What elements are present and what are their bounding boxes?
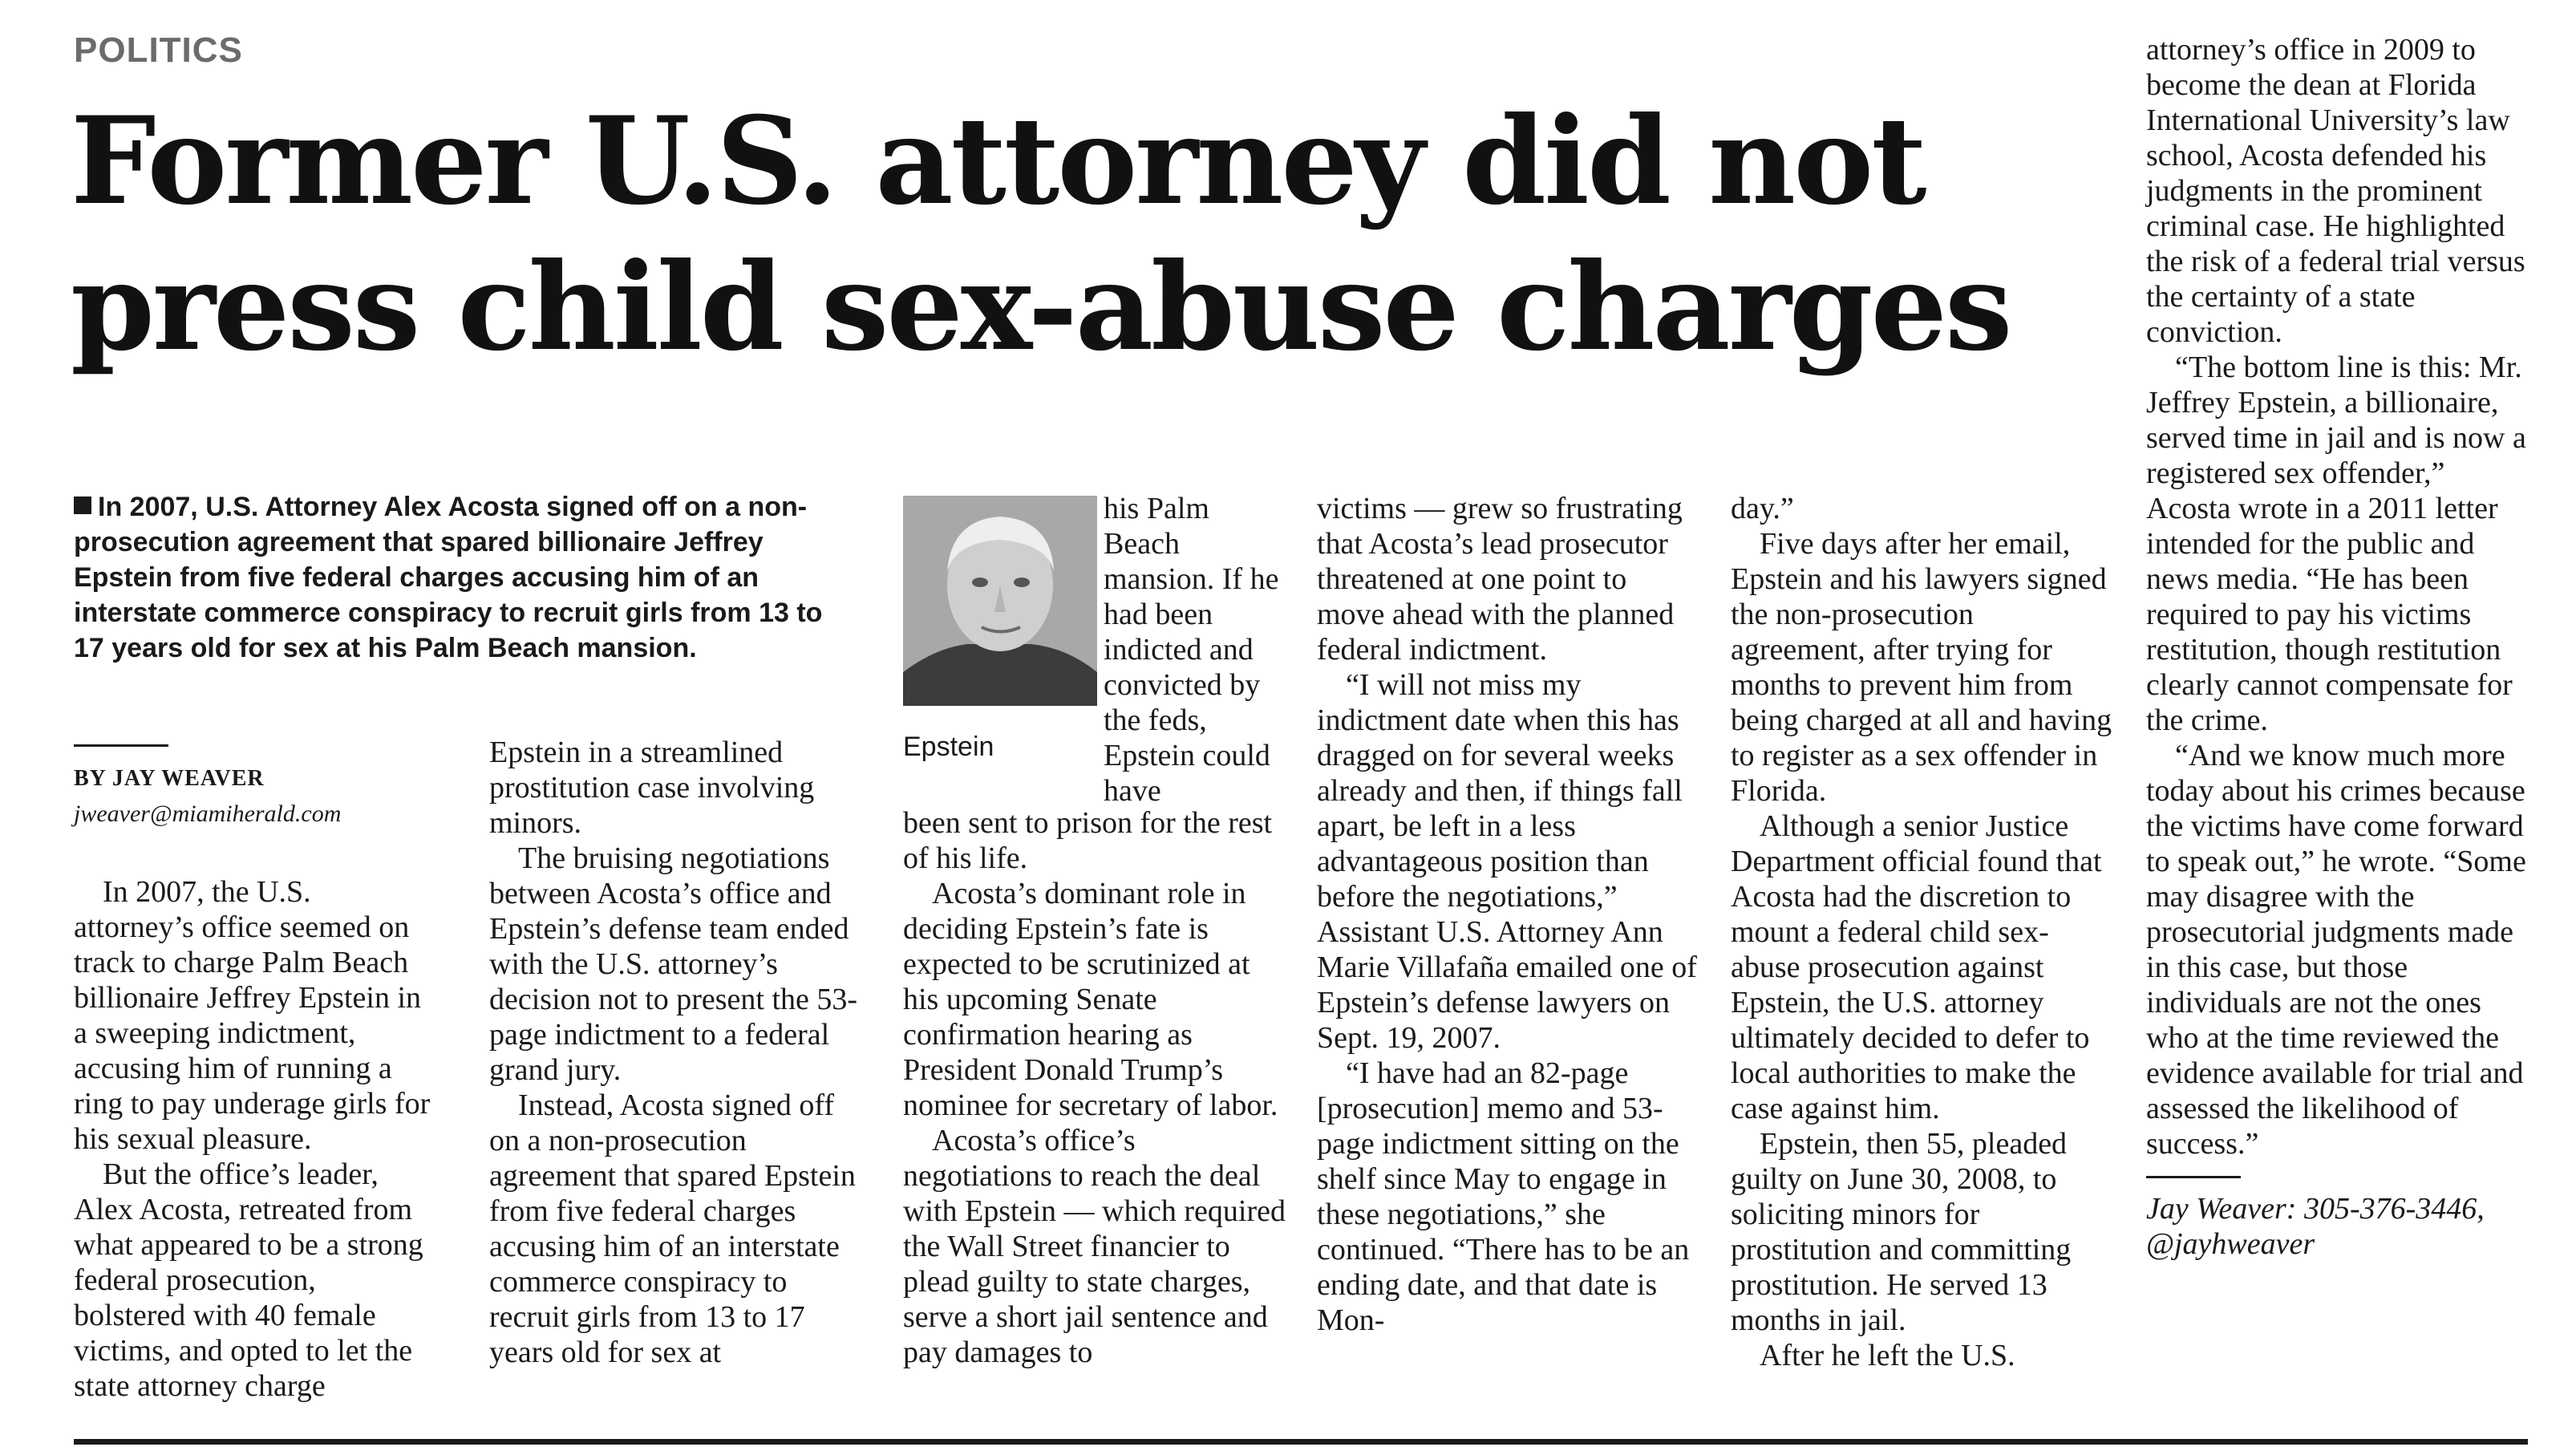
summary-deck xyxy=(74,489,860,666)
byline-name: BY JAY WEAVER xyxy=(74,766,265,791)
article-column-1 xyxy=(74,874,435,1404)
paragraph: Although a senior Justice Department official found that Acosta had the discretion to mount a federal child sex-abuse prosecution against Epstein, the U.S. attorney ultimately decided to defer to local authorities to make the case against him. xyxy=(1731,809,2102,1125)
article-column-6 xyxy=(2146,32,2529,1262)
summary-text: In 2007, U.S. Attorney Alex Acosta signed off on a non-prosecution agreement that spared billionaire Jeffrey Epstein from five federal charges accusing him of an interstate commerce conspiracy to recruit girls from 13 to 17 years old for sex at his Palm Beach mansion. xyxy=(74,492,823,663)
paragraph: The bruising negotiations between Acosta’s office and Epstein’s defense team ended with the U.S. attorney’s decision not to present the 53-page indictment to a federal grand jury. xyxy=(489,841,858,1087)
article-column-4 xyxy=(1317,491,1702,1338)
paragraph: been sent to prison for the rest of his life. xyxy=(903,806,1273,875)
article-column-3-top xyxy=(1104,491,1288,809)
paragraph: After he left the U.S. xyxy=(1760,1339,2015,1372)
paragraph: Instead, Acosta signed off on a non-prosecution agreement that spared Epstein from five federal charges accusing him of an interstate commerce conspiracy to recruit girls from 13 to 17 years old for sex at xyxy=(489,1088,856,1369)
paragraph: day.” xyxy=(1731,492,1794,525)
signoff: Jay Weaver: 305-376-3446, @jayhweaver xyxy=(2146,1192,2485,1261)
bottom-rule xyxy=(74,1439,2528,1445)
epstein-photo xyxy=(903,496,1097,706)
photo-caption: Epstein xyxy=(903,732,994,762)
portrait-icon xyxy=(903,496,1097,706)
article-column-2 xyxy=(489,735,866,1370)
headline-line-1: Former U.S. attorney did not xyxy=(71,91,1925,232)
paragraph: “And we know much more today about his crimes because the victims have come forward to speak out,” he wrote. “Some may disagree with the prosecutorial judgments made in this case, but those individuals are not the ones who at the time reviewed the evidence available for trial and assessed the likelihood of success.” xyxy=(2146,739,2526,1161)
byline-email: jweaver@miamiherald.com xyxy=(74,801,342,827)
byline-divider xyxy=(74,744,168,747)
paragraph: his Palm Beach mansion. If he had been indicted and convicted by the feds, Epstein could have xyxy=(1104,492,1279,808)
paragraph: victims — grew so frustrating that Acosta’s lead prosecutor threatened at one point to move ahead with the planned federal indictment. xyxy=(1317,492,1683,667)
paragraph: In 2007, the U.S. attorney’s office seemed on track to charge Palm Beach billionaire Jeffrey Epstein in a sweeping indictment, accusing him of running a ring to pay underage girls for his sexual pleasure. xyxy=(74,875,431,1156)
headline xyxy=(71,88,2124,380)
article-column-5 xyxy=(1731,491,2116,1373)
paragraph: attorney’s office in 2009 to become the dean at Florida International University’s law school, Acosta defended his judgments in the prominent criminal case. He highlighted the risk of a federal trial versus the certainty of a state conviction. xyxy=(2146,33,2525,349)
bullet-square-icon xyxy=(74,497,91,514)
paragraph: “I have had an 82-page [prosecution] memo and 53-page indictment sitting on the shelf since May to engage in these negotiations,” she continued. “There has to be an ending date, and that date is Mon- xyxy=(1317,1056,1690,1337)
section-label: POLITICS xyxy=(74,30,243,70)
paragraph: Acosta’s dominant role in deciding Epstein’s fate is expected to be scrutinized at his upcoming Senate confirmation hearing as President Donald Trump’s nominee for secretary of labor. xyxy=(903,877,1278,1122)
paragraph: “The bottom line is this: Mr. Jeffrey Epstein, a billionaire, served time in jail and is now a registered sex offender,” Acosta wrote in a 2011 letter intended for the public and news media. “He has been required to pay his victims restitution, though restitution clearly cannot compensate for the crime. xyxy=(2146,351,2526,737)
paragraph: Acosta’s office’s negotiations to reach the deal with Epstein — which required the Wall Street financier to plead guilty to state charges, serve a short jail sentence and pay damages to xyxy=(903,1124,1286,1369)
paragraph: Epstein in a streamlined prostitution case involving minors. xyxy=(489,736,815,840)
paragraph: But the office’s leader, Alex Acosta, retreated from what appeared to be a strong federal prosecution, bolstered with 40 female victims, and opted to let the state attorney charge xyxy=(74,1157,423,1403)
signoff-divider xyxy=(2146,1176,2241,1178)
paragraph: Epstein, then 55, pleaded guilty on June 30, 2008, to soliciting minors for prostitution and committing prostitution. He served 13 months in jail. xyxy=(1731,1127,2072,1337)
headline-line-2: press child sex-abuse charges xyxy=(71,237,2011,378)
paragraph: “I will not miss my indictment date when this has dragged on for several weeks already and then, if things fall apart, be left in a less advantageous position than before the negotiations,” Assistant U.S. Attorney Ann Marie Villafaña emailed one of Epstein’s defense lawyers on Sept. 19, 2007. xyxy=(1317,668,1697,1055)
paragraph: Five days after her email, Epstein and his lawyers signed the non-prosecution agreement, after trying for months to prevent him from being charged at all and having to register as a sex offender in Florida. xyxy=(1731,527,2112,808)
article-column-3 xyxy=(903,805,1288,1370)
